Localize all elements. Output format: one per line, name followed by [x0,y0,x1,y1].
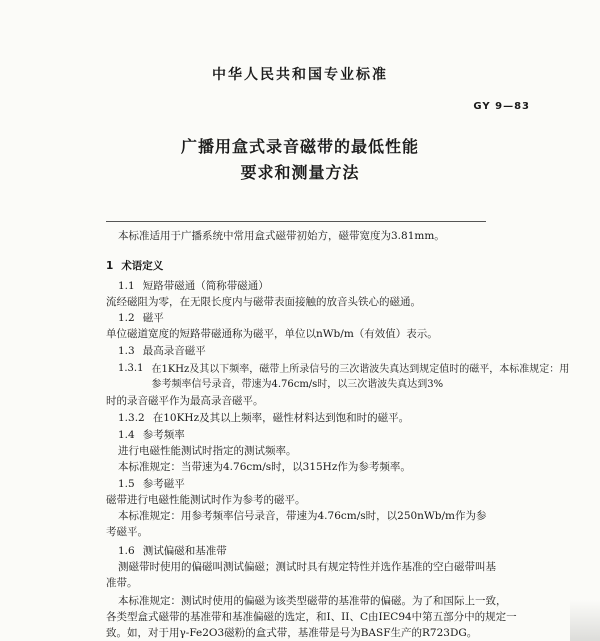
subsection-heading [118,477,185,491]
paragraph-line: 本标准规定：测试时使用的偏磁为该类型磁带的基准带的偏磁。为了和国际上一致， [118,595,507,607]
subsection-title: 参考磁平 [142,478,185,490]
subsection-number: 1.4 [118,429,135,441]
subsection-title: 测试偏磁和基准带 [142,545,227,557]
document-title-line1: 广播用盒式录音磁带的最低性能 [180,137,419,156]
subsection-number: 1.6 [118,545,135,557]
subsection-heading [118,279,269,293]
section-heading [106,259,163,273]
paragraph-line: 致。如，对于用γ-Fe2O3磁粉的盒式带，基准带是号为BASF生产的R723DG。 [106,627,478,639]
paragraph-line: 进行电磁性能测试时指定的测试频率。 [118,445,297,457]
subsection-heading [118,344,206,358]
paragraph-line: 测磁带时使用的偏磁叫测试偏磁；测试时具有规定特性并选作基准的空白磁带叫基 [118,561,496,573]
standard-code: GY 9—83 [473,101,530,112]
subsection-title: 最高录音磁平 [142,345,206,357]
paragraph-line: 本标准规定：用参考频率信号录音，带速为4.76cm/s时，以250nWb/m作为参 [118,510,487,522]
item-text: 在10KHz及其以上频率，磁性材料达到饱和时的磁平。 [152,412,410,424]
paragraph-line: 考磁平。 [106,526,148,538]
intro-paragraph: 本标准适用于广播系统中常用盒式磁带初始方，磁带宽度为3.81mm。 [118,230,445,242]
item-number: 1.3.2 [118,412,145,424]
subsection-number: 1.5 [118,478,135,490]
subsection-number: 1.1 [118,280,135,292]
subsection-number: 1.2 [118,312,135,324]
subsection-heading [118,544,227,558]
page-edge-shadow [570,600,600,641]
section-title: 术语定义 [121,260,164,272]
paragraph-line: 准带。 [106,577,138,589]
paragraph-line: 磁带进行电磁性能测试时作为参考的磁平。 [106,494,306,506]
item-text: 在1KHz及其以下频率，磁带上所录信号的三次谐波失真达到规定值时的磁平，本标准规定：用参考频率信号录音，带速为4.76cm/s时，以三次谐波失真达到3% [151,364,570,390]
paragraph-line: 单位磁道宽度的短路带磁通称为磁平，单位以nWb/m（有效值）表示。 [106,328,438,340]
subsection-title: 参考频率 [142,429,185,441]
section-number: 1 [106,260,114,272]
subsection-title: 磁平 [142,312,164,324]
subsection-heading [118,311,164,325]
paragraph-line [118,362,571,392]
national-standard-heading: 中华人民共和国专业标准 [212,67,388,83]
document-title-line2: 要求和测量方法 [240,163,360,182]
paragraph-line: 本标准规定：当带速为4.76cm/s时，以315Hz作为参考频率。 [118,461,411,473]
paragraph-line: 流经磁阻为零，在无限长度内与磁带表面接触的放音头铁心的磁通。 [106,296,421,308]
subsection-number: 1.3 [118,345,135,357]
subsection-heading [118,428,185,442]
paragraph-line: 时的录音磁平作为最高录音磁平。 [106,395,264,407]
title-divider [106,221,486,222]
item-number: 1.3.1 [118,363,144,374]
paragraph-line: 各类型盒式磁带的基准带和基准偏磁的选定，和I、II、C由IEC94中第五部分中的规定一 [106,611,517,623]
paragraph-line [118,411,409,425]
subsection-title: 短路带磁通（简称带磁通） [142,280,269,292]
